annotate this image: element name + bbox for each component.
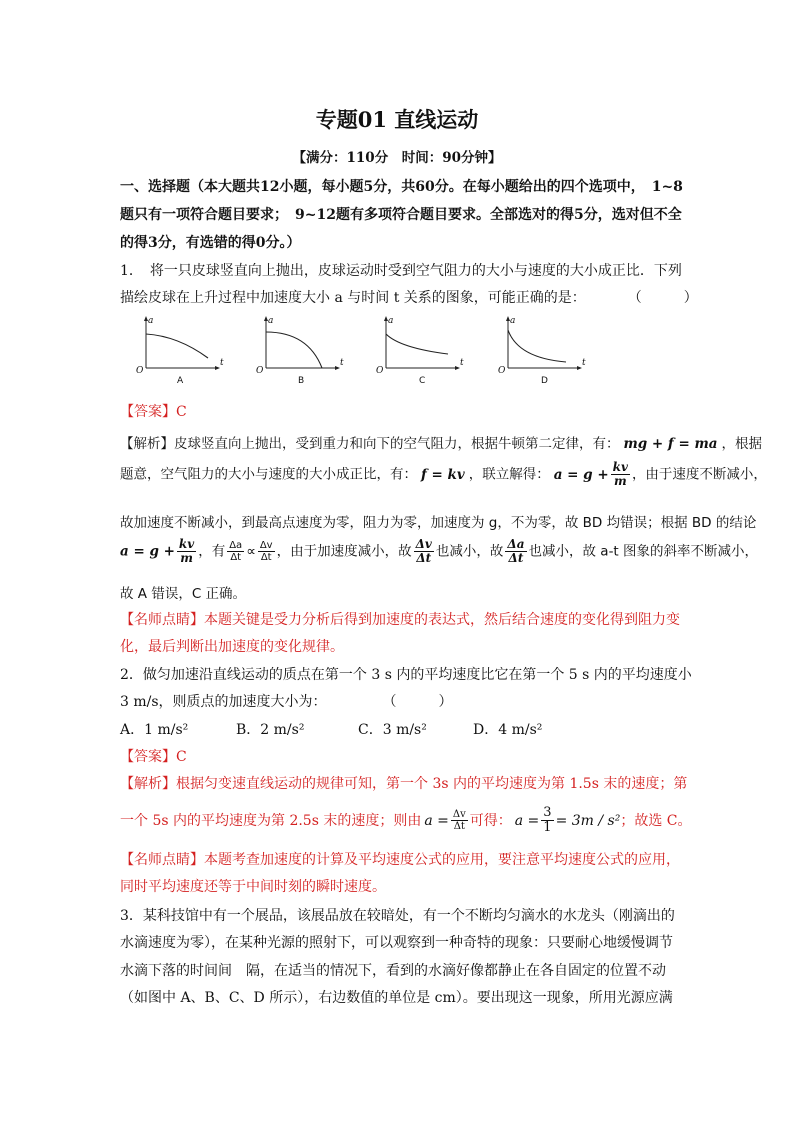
graph-a-label: A [177, 376, 184, 386]
section-line-1: 一、选择题（本大题共12小题，每小题5分，共60分。在每小题给出的四个选项中， 1~8 [120, 179, 683, 195]
q3-line-3: 水滴下落的时间间 隔，在适当的情况下，看到的水滴好像都静止在各自固定的位置不动 [120, 963, 666, 979]
q2-option-b: B．2 m/s² [236, 722, 305, 738]
section-line-2: 题只有一项符合题目要求； 9~12题有多项符合题目要求。全部选对的得5分，选对但不全 [120, 207, 682, 223]
fraction-dv-dt: $\frac{\Delta v}{\Delta t}$ [259, 540, 273, 564]
graph-a [138, 316, 230, 390]
q2-line-2: 3 m/s，则质点的加速度大小为： （ ） [120, 694, 453, 710]
q2-tip-1: 【名师点睛】本题考查加速度的计算及平均速度公式的应用，要注意平均速度公式的应用， [120, 852, 680, 868]
graph-c-label: C [419, 376, 426, 386]
q3-line-4: （如图中 A、B、C、D 所示），右边数值的单位是 cm）。要出现这一现象，所用光源应满 [120, 990, 673, 1006]
q1-analysis-3: 故加速度不断减小，到最高点速度为零，阻力为零，加速度为 g，不为零，故 BD 均错误；根据 BD 的结论 [120, 515, 757, 531]
q2-line-1: 2．做匀加速沿直线运动的质点在第一个 3 s 内的平均速度比它在第一个 5 s 内的平均速度小 [120, 667, 692, 683]
q2-option-c: C．3 m/s² [358, 722, 427, 738]
graph-d-label: D [541, 376, 548, 386]
fraction-dv-dt-q2: $\frac{\Delta v}{\Delta t}$ [452, 809, 466, 833]
graph-c-origin: O [376, 366, 384, 376]
fraction-dv-dt-2: $\frac{\Delta v}{\Delta t}$ [415, 537, 432, 566]
q1-analysis-1: 【解析】皮球竖直向上抛出，受到重力和向下的空气阻力，根据牛顿第二定律，有： mg + f = ma ，根据 [120, 436, 762, 452]
fraction-3-1: $\frac{3}{1}$ [543, 805, 552, 836]
graph-b-axis-a: a [268, 316, 274, 326]
q3-line-2: 水滴速度为零），在某种光源的照射下，可以观察到一种奇特的现象：只要耐心地缓慢调节 [120, 935, 673, 951]
q1-tip-1: 【名师点睛】本题关键是受力分析后得到加速度的表达式，然后结合速度的变化得到阻力变 [120, 612, 680, 628]
graph-d-axis-a: a [510, 316, 516, 326]
q1-answer: 【答案】C [120, 404, 187, 420]
q1-analysis-2: 题意，空气阻力的大小与速度的大小成正比，有： f = kv ，联立解得： a = g + $\frac{kv}{m}$ ，由于速度不断减小， [120, 460, 767, 489]
q1-analysis-5: 故 A 错误，C 正确。 [120, 586, 247, 602]
graph-c-axis-a: a [388, 316, 394, 326]
q2-analysis-1: 【解析】根据匀变速直线运动的规律可知，第一个 3s 内的平均速度为第 1.5s 末的速度；第 [120, 776, 688, 792]
q1-analysis-4: a = g + $\frac{kv}{m}$ ，有 $\frac{\Delta a}{\Delta t}$ ∝ $\frac{\Delta v}{\Delta t}$ ，由于加速度减小，故 $\frac{\Delta v}{\Delta t}$ 也减小，故 $\frac{\Delta a}{\Delta t}$ 也减小，故 a-t 图象的斜率不断减小， [120, 537, 759, 566]
graph-a-origin: O [136, 366, 144, 376]
q2-option-a: A．1 m/s² [120, 722, 189, 738]
exam-meta: 【满分：110分 时间：90分钟】 [292, 150, 502, 166]
q2-tip-2: 同时平均速度还等于中间时刻的瞬时速度。 [120, 879, 386, 895]
q1-line-1: 1． 将一只皮球竖直向上抛出，皮球运动时受到空气阻力的大小与速度的大小成正比．下列 [120, 263, 682, 279]
q2-analysis-2: 一个 5s 内的平均速度为第 2.5s 末的速度；则由 a = $\frac{\Delta v}{\Delta t}$ 可得： a = $\frac{3}{1}$ = 3m / s²；故选 C。 [120, 805, 692, 836]
fraction-kv-m: $\frac{kv}{m}$ [612, 460, 628, 489]
graph-b-label: B [298, 376, 305, 386]
q1-line-2: 描绘皮球在上升过程中加速度大小 a 与时间 t 关系的图象，可能正确的是： （ ） [120, 290, 698, 306]
q2-option-d: D．4 m/s² [473, 722, 543, 738]
section-line-3: 的得3分，有选错的得0分。） [120, 235, 301, 251]
q2-answer: 【答案】C [120, 749, 187, 765]
graph-d-origin: O [498, 366, 506, 376]
graph-d-axis-t: t [582, 358, 586, 368]
graph-b-axis-t: t [340, 358, 344, 368]
graph-c-axis-t: t [460, 358, 464, 368]
graph-a-axis-a: a [148, 316, 154, 326]
fraction-kv-m-2: $\frac{kv}{m}$ [178, 537, 195, 566]
fraction-da-dt: $\frac{\Delta a}{\Delta t}$ [229, 540, 243, 564]
q3-line-1: 3．某科技馆中有一个展品，该展品放在较暗处，有一个不断均匀滴水的水龙头（刚滴出的 [120, 908, 675, 924]
fraction-da-dt-2: $\frac{\Delta a}{\Delta t}$ [507, 537, 525, 566]
page-title: 专题01 直线运动 [315, 107, 479, 132]
graph-b-origin: O [256, 366, 264, 376]
graph-a-axis-t: t [220, 358, 224, 368]
q1-tip-2: 化，最后判断出加速度的变化规律。 [120, 639, 344, 655]
